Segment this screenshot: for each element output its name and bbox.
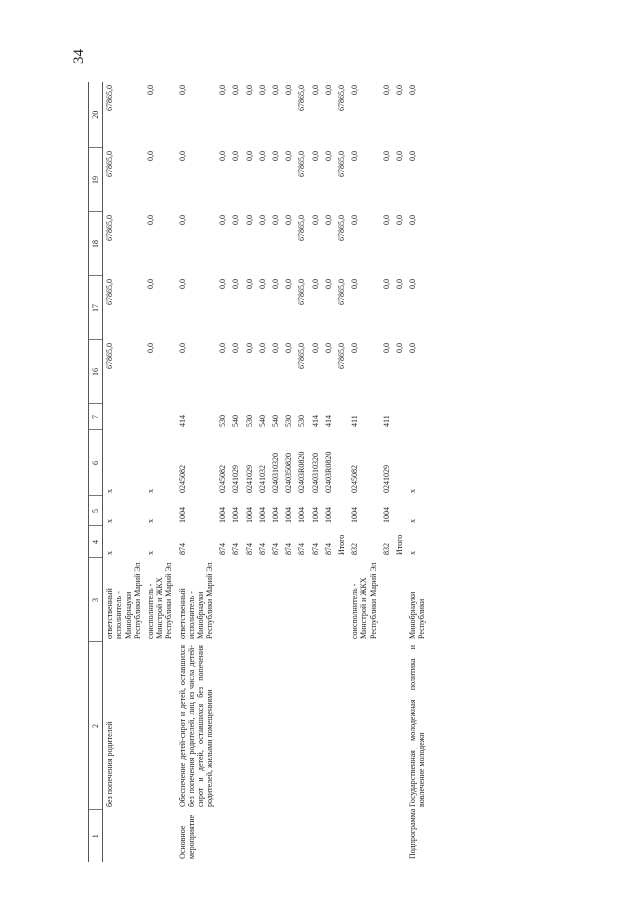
- table-cell: 0,0: [218, 85, 228, 95]
- table-cell: 0,0: [218, 215, 228, 225]
- table-cell: [335, 430, 348, 496]
- table-row: [144, 82, 176, 862]
- table-cell: 67865,0: [336, 343, 346, 369]
- table-cell: 67865,0: [336, 215, 346, 241]
- table-cell: [243, 642, 256, 810]
- table-cell: [309, 558, 322, 642]
- table-cell: [380, 558, 393, 642]
- table-cell: 414: [323, 415, 333, 427]
- table-cell: 0,0: [271, 343, 280, 353]
- table-cell: 874: [177, 543, 187, 555]
- table-cell: Итого: [336, 534, 346, 555]
- table-cell: [322, 642, 335, 810]
- table-row: [282, 82, 295, 862]
- table-cell: 540: [257, 415, 267, 427]
- table-cell: [144, 810, 176, 862]
- rotated-table-sheet: [88, 82, 618, 862]
- table-cell: 0,0: [310, 215, 320, 225]
- table-cell: Основное мероприятие: [177, 814, 196, 859]
- table-cell: [393, 810, 406, 862]
- table-cell: 540: [231, 415, 241, 427]
- table-cell: 874: [218, 543, 228, 555]
- table-cell: 0,0: [257, 279, 267, 289]
- table-cell: 67865,0: [297, 85, 307, 111]
- table-cell: 67865,0: [336, 85, 346, 111]
- table-cell: 0,0: [244, 151, 254, 161]
- table-cell: [269, 642, 282, 810]
- table-cell: x: [145, 551, 155, 555]
- table-cell: [380, 810, 393, 862]
- table-cell: 0,0: [394, 343, 404, 353]
- table-cell: 874: [244, 543, 254, 555]
- table-cell: [256, 558, 269, 642]
- table-cell: 0241029: [244, 465, 254, 493]
- table-cell: x: [145, 489, 155, 493]
- table-cell: 874: [257, 543, 267, 555]
- page-number: 34: [71, 49, 87, 64]
- table-cell: 0,0: [381, 279, 391, 289]
- table-cell: 874: [297, 543, 307, 555]
- table-cell: 0,0: [284, 215, 294, 225]
- table-cell: 1004: [257, 507, 267, 523]
- table-cell: 0,0: [177, 343, 187, 353]
- table-cell: [295, 810, 308, 862]
- table-row: [406, 82, 428, 862]
- table-row: [256, 82, 269, 862]
- table-cell: 0,0: [394, 215, 404, 225]
- table-row: [243, 82, 256, 862]
- table-cell: 0,0: [310, 343, 320, 353]
- table-cell: 1004: [231, 507, 241, 523]
- table-cell: 0,0: [323, 85, 333, 95]
- table-cell: 0,0: [177, 279, 187, 289]
- table-cell: 0,0: [257, 85, 267, 95]
- table-cell: 540: [271, 415, 280, 427]
- table-cell: 0,0: [408, 85, 418, 95]
- table-row: [295, 82, 308, 862]
- budget-table: [88, 82, 428, 862]
- table-cell: [322, 810, 335, 862]
- table-cell: 0240310320: [271, 453, 280, 493]
- column-header: 18: [89, 212, 103, 276]
- table-cell: x: [408, 519, 418, 523]
- table-cell: 0,0: [350, 279, 360, 289]
- table-cell: ответственный исполнитель - Минобрнауки Республики Марий Эл: [105, 562, 142, 639]
- table-cell: 0,0: [231, 343, 241, 353]
- table-cell: 0,0: [231, 151, 241, 161]
- table-cell: [229, 558, 242, 642]
- table-cell: соисполнитель - Минстрой и ЖКХ Республики Марий Эл: [350, 562, 378, 639]
- table-row: [269, 82, 282, 862]
- table-cell: 0,0: [218, 151, 228, 161]
- table-cell: 67865,0: [105, 151, 115, 177]
- table-row: [229, 82, 242, 862]
- table-cell: 0,0: [145, 279, 155, 289]
- table-cell: 0245082: [218, 465, 228, 493]
- table-cell: 0241029: [231, 465, 241, 493]
- table-cell: 0,0: [244, 215, 254, 225]
- table-cell: 0,0: [231, 279, 241, 289]
- table-cell: 1004: [297, 507, 307, 523]
- table-cell: [256, 642, 269, 810]
- table-cell: [282, 810, 295, 862]
- table-cell: [322, 558, 335, 642]
- table-cell: 0,0: [284, 343, 294, 353]
- table-cell: x: [105, 489, 115, 493]
- table-cell: 67865,0: [105, 215, 115, 241]
- table-cell: 0,0: [244, 279, 254, 289]
- table-cell: [282, 558, 295, 642]
- table-cell: 67865,0: [297, 215, 307, 241]
- table-cell: 832: [381, 543, 391, 555]
- table-cell: 67865,0: [336, 279, 346, 305]
- table-cell: 0,0: [323, 343, 333, 353]
- table-cell: 0240310320: [310, 453, 320, 493]
- table-cell: [406, 404, 428, 430]
- table-cell: 0,0: [408, 343, 418, 353]
- header-row: [89, 82, 103, 862]
- table-cell: 0,0: [350, 343, 360, 353]
- table-cell: 0240350820: [284, 453, 294, 493]
- table-row: [216, 82, 229, 862]
- table-cell: [144, 404, 176, 430]
- table-cell: 0,0: [350, 215, 360, 225]
- table-cell: 0,0: [145, 151, 155, 161]
- table-cell: 02403R0820: [297, 451, 307, 493]
- table-cell: 0,0: [323, 151, 333, 161]
- table-cell: [295, 642, 308, 810]
- table-cell: [335, 810, 348, 862]
- table-cell: [282, 642, 295, 810]
- table-cell: 411: [350, 415, 360, 427]
- table-cell: 0,0: [218, 343, 228, 353]
- table-cell: 0,0: [271, 151, 280, 161]
- table-cell: 0,0: [284, 151, 294, 161]
- table-row: [380, 82, 393, 862]
- table-cell: Минобрнауки Республики: [408, 591, 427, 639]
- table-cell: 1004: [350, 507, 360, 523]
- column-header: 2: [89, 642, 103, 810]
- table-cell: 0,0: [257, 151, 267, 161]
- table-cell: [393, 404, 406, 430]
- table-cell: 0,0: [310, 279, 320, 289]
- table-cell: 530: [244, 415, 254, 427]
- table-cell: 0,0: [323, 279, 333, 289]
- table-cell: [144, 642, 176, 810]
- table-cell: x: [408, 551, 418, 555]
- table-row: [309, 82, 322, 862]
- table-cell: x: [105, 519, 115, 523]
- table-cell: 67865,0: [297, 151, 307, 177]
- table-cell: 1004: [244, 507, 254, 523]
- table-cell: 874: [271, 543, 280, 555]
- table-row: [103, 82, 144, 862]
- table-cell: 67865,0: [336, 151, 346, 177]
- column-header: 3: [89, 558, 103, 642]
- table-cell: 1004: [271, 507, 280, 523]
- table-cell: [309, 810, 322, 862]
- table-cell: 874: [231, 543, 241, 555]
- table-cell: 0,0: [350, 85, 360, 95]
- column-header: 19: [89, 148, 103, 212]
- table-cell: 0,0: [177, 151, 187, 161]
- table-cell: [243, 558, 256, 642]
- table-cell: Итого: [394, 534, 404, 555]
- table-cell: 0,0: [145, 343, 155, 353]
- table-cell: Подпрограмма: [408, 808, 418, 859]
- table-cell: 414: [310, 415, 320, 427]
- table-cell: 874: [310, 543, 320, 555]
- table-cell: [393, 558, 406, 642]
- column-header: 1: [89, 810, 103, 862]
- table-cell: 0245082: [177, 465, 187, 493]
- table-cell: 530: [297, 415, 307, 427]
- table-cell: [269, 810, 282, 862]
- column-header: 17: [89, 276, 103, 340]
- table-cell: 67865,0: [297, 279, 307, 305]
- table-cell: 0,0: [284, 85, 294, 95]
- table-cell: [216, 642, 229, 810]
- table-cell: x: [408, 489, 418, 493]
- column-header: 5: [89, 496, 103, 526]
- table-cell: 0,0: [310, 85, 320, 95]
- table-cell: 411: [381, 415, 391, 427]
- table-row: [393, 82, 406, 862]
- table-cell: соисполнитель - Минстрой и ЖКХ Республики Марий Эл: [145, 562, 174, 639]
- table-cell: 874: [284, 543, 294, 555]
- table-cell: [335, 496, 348, 526]
- table-cell: x: [105, 551, 115, 555]
- column-header: 20: [89, 82, 103, 148]
- table-cell: 0,0: [310, 151, 320, 161]
- table-cell: 0241029: [381, 465, 391, 493]
- table-cell: 0,0: [177, 85, 187, 95]
- table-cell: 1004: [218, 507, 228, 523]
- table-cell: 530: [284, 415, 294, 427]
- table-cell: 0,0: [271, 215, 280, 225]
- table-row: [335, 82, 348, 862]
- column-header: 6: [89, 430, 103, 496]
- table-cell: [348, 810, 380, 862]
- table-cell: 0,0: [145, 85, 155, 95]
- table-cell: 0,0: [145, 215, 155, 225]
- table-cell: [103, 404, 144, 430]
- table-cell: [103, 810, 144, 862]
- column-header: 16: [89, 340, 103, 404]
- table-row: [348, 82, 380, 862]
- table-cell: 0,0: [244, 343, 254, 353]
- table-cell: 0,0: [323, 215, 333, 225]
- table-cell: [295, 558, 308, 642]
- table-cell: 0,0: [231, 85, 241, 95]
- table-cell: [243, 810, 256, 862]
- table-cell: 0,0: [381, 151, 391, 161]
- table-cell: [393, 496, 406, 526]
- table-cell: Государственная молодежная политика и вовлечение молодежи: [408, 645, 427, 807]
- table-cell: 0,0: [394, 151, 404, 161]
- table-cell: [216, 810, 229, 862]
- table-cell: 0,0: [394, 85, 404, 95]
- table-cell: x: [145, 519, 155, 523]
- column-header: 7: [89, 404, 103, 430]
- table-cell: 0,0: [381, 343, 391, 353]
- table-cell: [216, 558, 229, 642]
- table-cell: [229, 810, 242, 862]
- table-cell: 0241032: [257, 465, 267, 493]
- table-cell: 1004: [381, 507, 391, 523]
- table-cell: 0,0: [177, 215, 187, 225]
- table-cell: 530: [218, 415, 228, 427]
- table-cell: [348, 642, 380, 810]
- table-cell: 0,0: [218, 279, 228, 289]
- table-cell: 0,0: [408, 151, 418, 161]
- table-cell: [229, 642, 242, 810]
- table-cell: 1004: [310, 507, 320, 523]
- table-cell: 67865,0: [297, 343, 307, 369]
- table-cell: 1004: [323, 507, 333, 523]
- table-cell: ответственный исполнитель - Минобрнауки Республики Марий Эл: [177, 562, 215, 639]
- table-cell: 0,0: [350, 151, 360, 161]
- table-cell: 0,0: [271, 85, 280, 95]
- table-cell: без попечения родителей: [105, 721, 115, 807]
- table-cell: 1004: [284, 507, 294, 523]
- table-cell: [335, 404, 348, 430]
- table-cell: 0,0: [257, 215, 267, 225]
- table-cell: [335, 642, 348, 810]
- table-cell: [335, 558, 348, 642]
- table-cell: 414: [177, 415, 187, 427]
- table-cell: 67865,0: [105, 279, 115, 305]
- table-cell: 0,0: [231, 215, 241, 225]
- table-cell: 1004: [177, 507, 187, 523]
- table-cell: [309, 642, 322, 810]
- table-cell: 0,0: [408, 215, 418, 225]
- table-cell: Обеспечение детей-сирот и детей, оставшихся без попечения родителей, лиц из числа детей-сирот и детей, оставшихся без попечения родителей, жилыми помещениями: [177, 645, 215, 807]
- table-cell: 832: [350, 543, 360, 555]
- table-cell: 0,0: [381, 85, 391, 95]
- table-cell: 0,0: [394, 279, 404, 289]
- table-cell: [269, 558, 282, 642]
- table-cell: 0,0: [381, 215, 391, 225]
- table-cell: 874: [323, 543, 333, 555]
- table-cell: [380, 642, 393, 810]
- table-row: [322, 82, 335, 862]
- table-cell: 0,0: [271, 279, 280, 289]
- table-cell: 0245082: [350, 465, 360, 493]
- table-cell: 0,0: [284, 279, 294, 289]
- table-cell: [393, 642, 406, 810]
- table-cell: [256, 810, 269, 862]
- table-cell: 0,0: [408, 279, 418, 289]
- table-cell: 67865,0: [105, 85, 115, 111]
- table-cell: [393, 430, 406, 496]
- table-row: [176, 82, 217, 862]
- table-cell: 67865,0: [105, 343, 115, 369]
- column-header: 4: [89, 526, 103, 558]
- table-cell: 0,0: [244, 85, 254, 95]
- table-cell: 02403R0820: [323, 451, 333, 493]
- table-cell: 0,0: [257, 343, 267, 353]
